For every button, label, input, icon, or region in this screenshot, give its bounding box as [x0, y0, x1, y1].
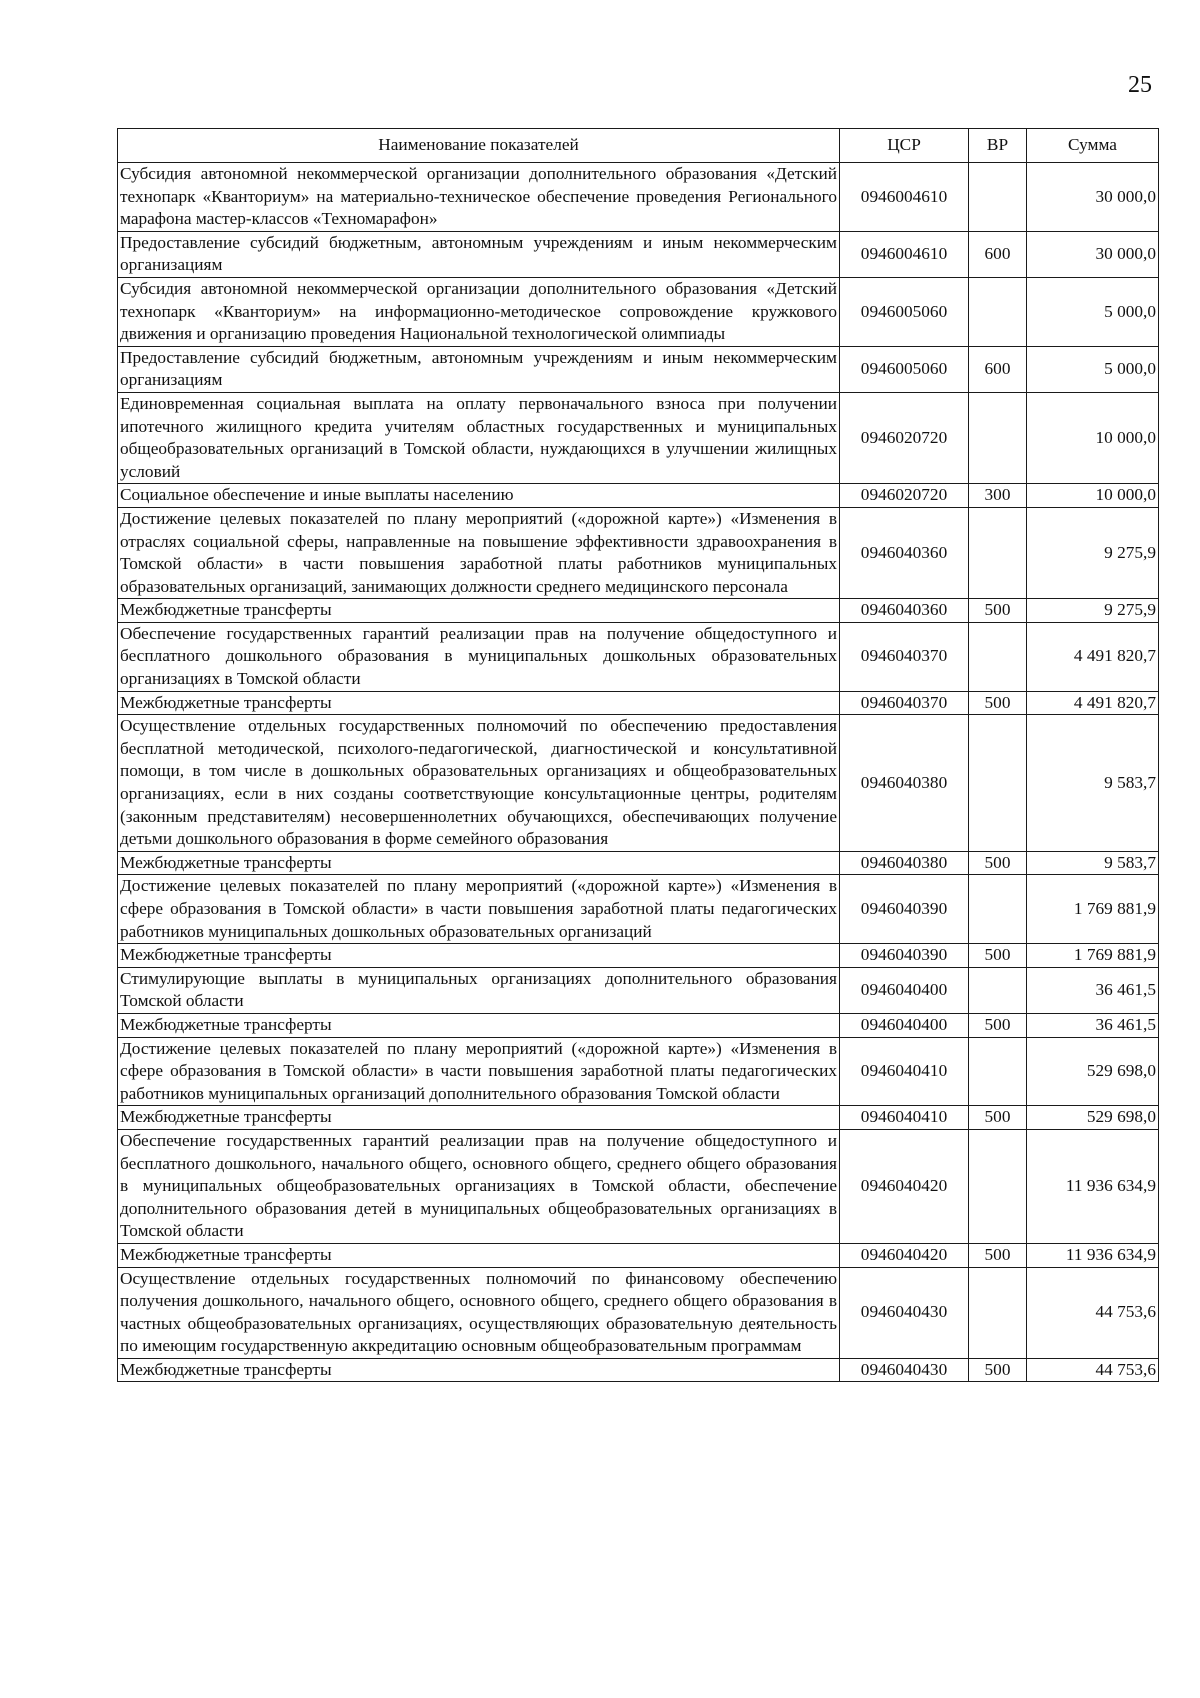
row-vr: 600	[969, 231, 1027, 277]
row-vr: 500	[969, 851, 1027, 875]
row-csr: 0946040390	[840, 875, 969, 944]
row-vr	[969, 875, 1027, 944]
row-name: Осуществление отдельных государственных полномочий по финансовому обеспечению получения дошкольного, начального общего, основного общего, среднего общего образования в частных общеобразовательных организациях, осуществляющих образовательную деятельность по имеющим государственную аккредитацию основным общеобразовательным программам	[118, 1267, 840, 1358]
row-vr	[969, 715, 1027, 852]
row-sum: 10 000,0	[1027, 484, 1159, 508]
table-row	[118, 231, 1159, 277]
table-row	[118, 622, 1159, 691]
table-row	[118, 277, 1159, 346]
table-row	[118, 1267, 1159, 1358]
row-csr: 0946040370	[840, 691, 969, 715]
row-sum: 30 000,0	[1027, 231, 1159, 277]
row-sum: 36 461,5	[1027, 1013, 1159, 1037]
row-name: Субсидия автономной некоммерческой организации дополнительного образования «Детский технопарк «Кванториум» на материально-техническое обеспечение проведения Регионального марафона мастер-классов «Техномарафон»	[118, 163, 840, 232]
budget-table	[117, 128, 1159, 1382]
row-vr	[969, 622, 1027, 691]
header-vr: ВР	[969, 129, 1027, 163]
table-row	[118, 1358, 1159, 1382]
row-vr: 600	[969, 346, 1027, 392]
row-name: Единовременная социальная выплата на оплату первоначального взноса при получении ипотечного жилищного кредита учителям областных государственных и муниципальных общеобразовательных организаций в Томской области, нуждающихся в улучшении жилищных условий	[118, 392, 840, 483]
table-row	[118, 163, 1159, 232]
row-vr	[969, 1129, 1027, 1243]
table-row	[118, 484, 1159, 508]
row-sum: 44 753,6	[1027, 1267, 1159, 1358]
row-csr: 0946040430	[840, 1267, 969, 1358]
row-sum: 4 491 820,7	[1027, 622, 1159, 691]
row-sum: 9 275,9	[1027, 507, 1159, 598]
row-csr: 0946040390	[840, 944, 969, 968]
row-sum: 1 769 881,9	[1027, 944, 1159, 968]
row-name: Межбюджетные трансферты	[118, 1106, 840, 1130]
row-csr: 0946040410	[840, 1106, 969, 1130]
row-sum: 30 000,0	[1027, 163, 1159, 232]
header-csr: ЦСР	[840, 129, 969, 163]
row-name: Межбюджетные трансферты	[118, 691, 840, 715]
header-sum: Сумма	[1027, 129, 1159, 163]
row-name: Обеспечение государственных гарантий реализации прав на получение общедоступного и бесплатного дошкольного, начального общего, основного общего, среднего общего образования в муниципальных общеобразовательных организациях в Томской области, обеспечение дополнительного образования детей в муниципальных общеобразовательных организациях в Томской области	[118, 1129, 840, 1243]
row-vr	[969, 1037, 1027, 1106]
row-sum: 5 000,0	[1027, 346, 1159, 392]
row-csr: 0946040400	[840, 1013, 969, 1037]
row-vr	[969, 1267, 1027, 1358]
table-row	[118, 1013, 1159, 1037]
row-sum: 4 491 820,7	[1027, 691, 1159, 715]
row-csr: 0946040360	[840, 599, 969, 623]
row-vr	[969, 392, 1027, 483]
row-vr: 300	[969, 484, 1027, 508]
row-sum: 9 583,7	[1027, 851, 1159, 875]
table-row	[118, 944, 1159, 968]
row-sum: 9 583,7	[1027, 715, 1159, 852]
row-vr: 500	[969, 599, 1027, 623]
header-name: Наименование показателей	[118, 129, 840, 163]
row-csr: 0946040380	[840, 851, 969, 875]
row-csr: 0946040380	[840, 715, 969, 852]
row-name: Межбюджетные трансферты	[118, 1243, 840, 1267]
table-body	[118, 163, 1159, 1382]
row-csr: 0946040360	[840, 507, 969, 598]
row-vr: 500	[969, 691, 1027, 715]
row-name: Достижение целевых показателей по плану мероприятий («дорожной карте») «Изменения в сфере образования в Томской области» в части повышения заработной платы педагогических работников муниципальных дошкольных образовательных организаций	[118, 875, 840, 944]
row-name: Достижение целевых показателей по плану мероприятий («дорожной карте») «Изменения в отраслях социальной сферы, направленные на повышение эффективности здравоохранения в Томской области» в части повышения заработной платы работников муниципальных образовательных организаций, занимающих должности среднего медицинского персонала	[118, 507, 840, 598]
row-csr: 0946004610	[840, 163, 969, 232]
table-row	[118, 715, 1159, 852]
row-sum: 10 000,0	[1027, 392, 1159, 483]
table-row	[118, 875, 1159, 944]
table-row	[118, 392, 1159, 483]
row-name: Межбюджетные трансферты	[118, 851, 840, 875]
row-csr: 0946005060	[840, 346, 969, 392]
row-csr: 0946040430	[840, 1358, 969, 1382]
row-name: Стимулирующие выплаты в муниципальных организациях дополнительного образования Томской области	[118, 967, 840, 1013]
row-name: Межбюджетные трансферты	[118, 1013, 840, 1037]
row-name: Обеспечение государственных гарантий реализации прав на получение общедоступного и бесплатного дошкольного образования в муниципальных дошкольных образовательных организациях в Томской области	[118, 622, 840, 691]
row-name: Осуществление отдельных государственных полномочий по обеспечению предоставления бесплатной методической, психолого-педагогической, диагностической и консультативной помощи, в том числе в дошкольных образовательных организациях и общеобразовательных организациях, если в них созданы соответствующие консультационные центры, родителям (законным представителям) несовершеннолетних обучающихся, обеспечивающих получение детьми дошкольного образования в форме семейного образования	[118, 715, 840, 852]
table-row	[118, 851, 1159, 875]
table-header-row	[118, 129, 1159, 163]
table-row	[118, 346, 1159, 392]
row-csr: 0946020720	[840, 392, 969, 483]
table-row	[118, 1243, 1159, 1267]
table-row	[118, 1106, 1159, 1130]
row-vr: 500	[969, 1358, 1027, 1382]
table-row	[118, 599, 1159, 623]
row-sum: 9 275,9	[1027, 599, 1159, 623]
row-name: Предоставление субсидий бюджетным, автономным учреждениям и иным некоммерческим организациям	[118, 346, 840, 392]
page-number: 25	[1128, 72, 1152, 98]
row-sum: 529 698,0	[1027, 1106, 1159, 1130]
row-csr: 0946004610	[840, 231, 969, 277]
row-csr: 0946040370	[840, 622, 969, 691]
row-csr: 0946020720	[840, 484, 969, 508]
row-name: Социальное обеспечение и иные выплаты населению	[118, 484, 840, 508]
row-sum: 44 753,6	[1027, 1358, 1159, 1382]
table-row	[118, 967, 1159, 1013]
row-vr: 500	[969, 1106, 1027, 1130]
row-name: Достижение целевых показателей по плану мероприятий («дорожной карте») «Изменения в сфере образования в Томской области» в части повышения заработной платы педагогических работников муниципальных организаций дополнительного образования Томской области	[118, 1037, 840, 1106]
row-name: Межбюджетные трансферты	[118, 944, 840, 968]
table-row	[118, 507, 1159, 598]
row-vr	[969, 967, 1027, 1013]
row-vr: 500	[969, 944, 1027, 968]
row-sum: 11 936 634,9	[1027, 1243, 1159, 1267]
row-sum: 36 461,5	[1027, 967, 1159, 1013]
row-sum: 529 698,0	[1027, 1037, 1159, 1106]
row-vr: 500	[969, 1013, 1027, 1037]
table-row	[118, 1037, 1159, 1106]
row-name: Предоставление субсидий бюджетным, автономным учреждениям и иным некоммерческим организациям	[118, 231, 840, 277]
row-vr	[969, 507, 1027, 598]
row-csr: 0946005060	[840, 277, 969, 346]
row-name: Межбюджетные трансферты	[118, 1358, 840, 1382]
row-csr: 0946040400	[840, 967, 969, 1013]
row-vr	[969, 163, 1027, 232]
row-csr: 0946040410	[840, 1037, 969, 1106]
table-row	[118, 1129, 1159, 1243]
row-vr	[969, 277, 1027, 346]
row-sum: 11 936 634,9	[1027, 1129, 1159, 1243]
row-name: Межбюджетные трансферты	[118, 599, 840, 623]
row-vr: 500	[969, 1243, 1027, 1267]
row-sum: 5 000,0	[1027, 277, 1159, 346]
table-row	[118, 691, 1159, 715]
row-csr: 0946040420	[840, 1243, 969, 1267]
row-name: Субсидия автономной некоммерческой организации дополнительного образования «Детский технопарк «Кванториум» на информационно-методическое сопровождение кружкового движения и организацию проведения Национальной технологической олимпиады	[118, 277, 840, 346]
row-csr: 0946040420	[840, 1129, 969, 1243]
row-sum: 1 769 881,9	[1027, 875, 1159, 944]
